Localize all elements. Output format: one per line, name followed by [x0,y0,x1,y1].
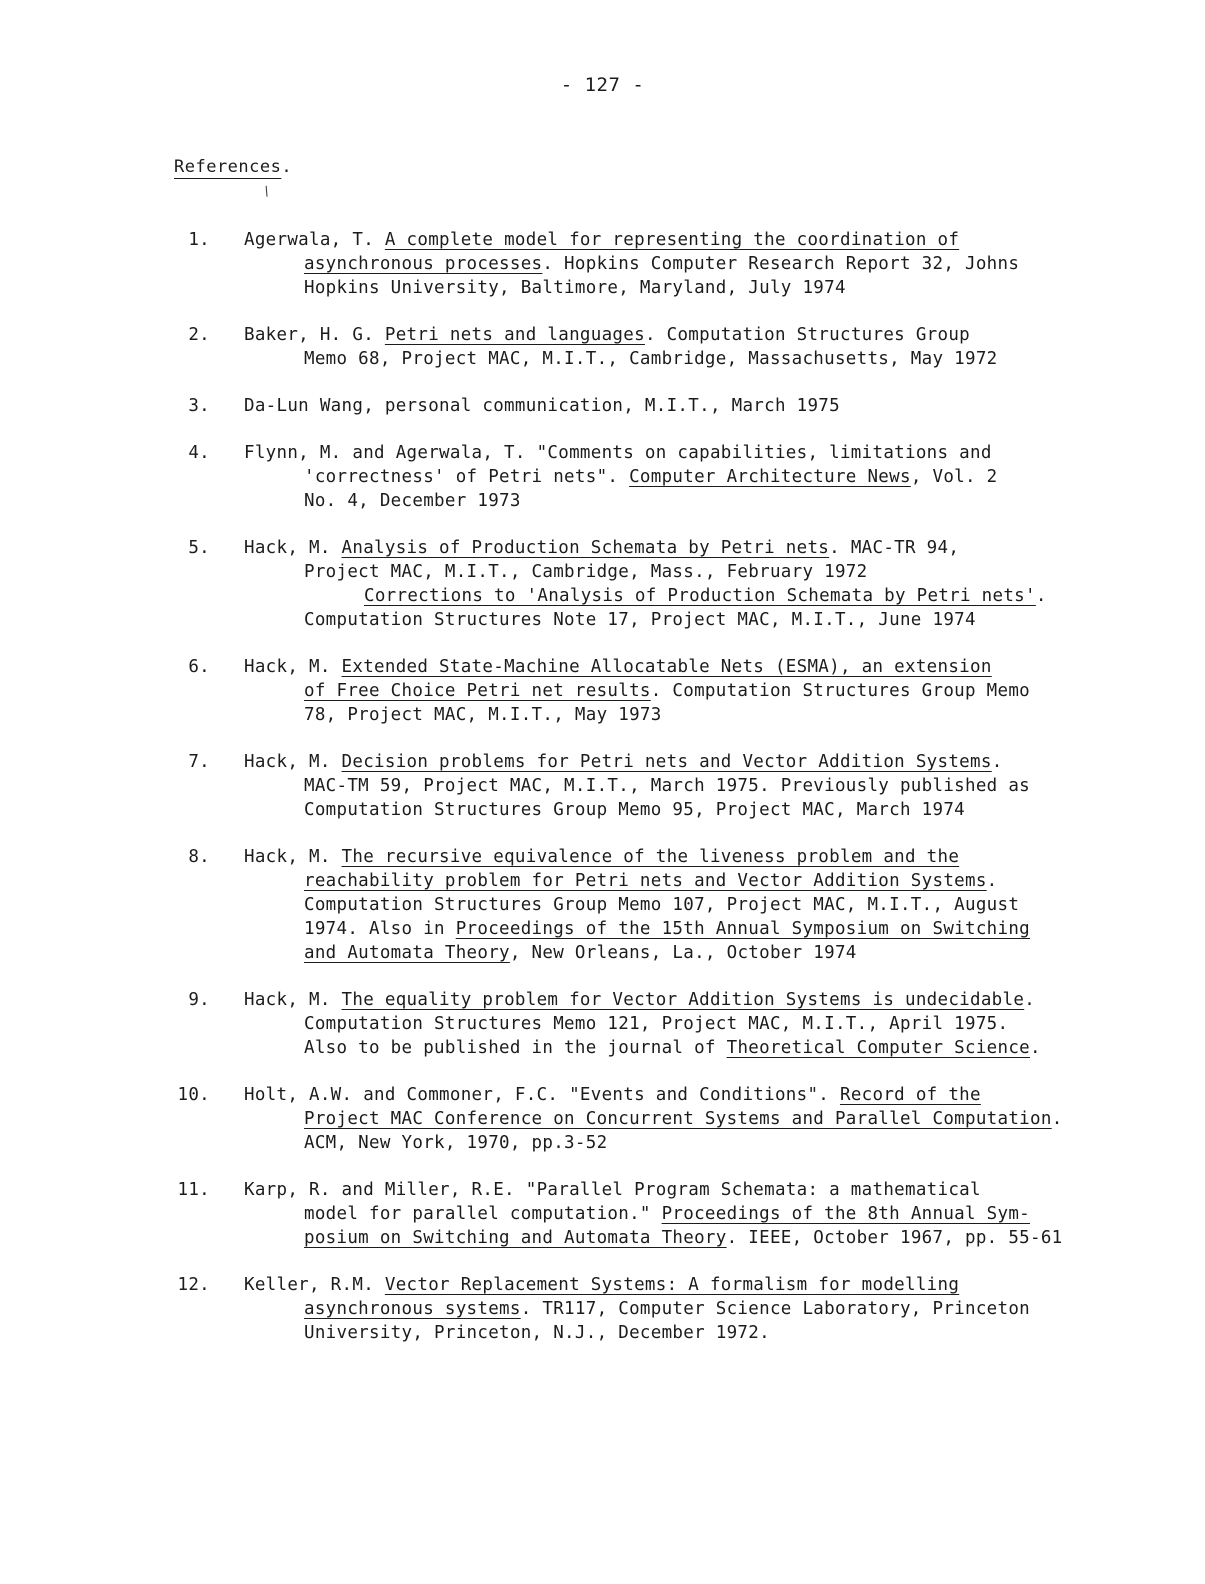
text-segment: Keller, R.M. [244,1275,385,1295]
reference-line [244,228,1205,252]
reference-number: 5. [188,538,210,558]
underlined-title-segment: Project MAC Conference on Concurrent Systems and Parallel Computation [304,1109,1052,1129]
text-segment: , New Orleans, La., October 1974 [509,943,857,963]
underlined-title-segment: Record of the [839,1085,981,1105]
reference-text [244,1273,1205,1345]
text-segment: , Vol. 2 [910,467,998,487]
underlined-title-segment: Computer Architecture News [629,467,911,487]
reference-number: 7. [188,752,210,772]
underlined-title-segment: Petri nets and languages [384,325,645,345]
reference-line [244,1178,1205,1202]
reference-line [244,893,1205,917]
reference-line [244,441,1205,465]
reference-item [0,845,1205,965]
underlined-title-segment: posium on Switching and Automata Theory [304,1228,727,1248]
reference-number: 8. [188,847,210,867]
reference-line [244,584,1205,608]
reference-text [244,750,1205,822]
underlined-title-segment: Proceedings of the 15th Annual Symposium on Switching [455,919,1031,939]
text-segment: Hack, M. [244,847,342,867]
text-segment: Hack, M. [244,990,342,1010]
reference-line [244,1202,1205,1226]
underlined-title-segment: Analysis of Production Schemata by Petri nets [341,538,830,558]
text-segment: University, Princeton, N.J., December 1972. [304,1323,770,1343]
text-segment: Memo 68, Project MAC, M.I.T., Cambridge, Massachusetts, May 1972 [304,349,998,369]
text-segment: No. 4, December 1973 [304,491,521,511]
text-segment: Hack, M. [244,657,342,677]
reference-item [0,1178,1205,1250]
reference-line [244,1226,1205,1250]
underlined-title-segment: and Automata Theory [304,943,510,963]
text-segment: . Computation Structures Group Memo [650,681,1031,701]
reference-line [244,1131,1205,1155]
text-segment: 1974. Also in [304,919,456,939]
text-segment: . TR117, Computer Science Laboratory, Princeton [520,1299,1031,1319]
reference-text [244,988,1205,1060]
underlined-title-segment: asynchronous processes [304,254,543,274]
underlined-title-segment: The recursive equivalence of the liveness problem and the [341,847,960,867]
underlined-title-segment: A complete model for representing the coordination of [384,230,960,250]
text-segment: Karp, R. and Miller, R.E. "Parallel Program Schemata: a mathematical [244,1180,981,1200]
text-segment: Agerwala, T. [244,230,385,250]
text-segment: Computation Structures Group Memo 107, Project MAC, M.I.T., August [304,895,1020,915]
pen-mark: / [259,183,274,199]
reference-line [244,465,1205,489]
reference-line [244,323,1205,347]
reference-item [0,441,1205,513]
reference-item [0,323,1205,371]
reference-item [0,536,1205,632]
reference-text [244,323,1205,371]
reference-line [244,1273,1205,1297]
reference-text [244,845,1205,965]
reference-line [244,1297,1205,1321]
reference-number: 1. [188,230,210,250]
underlined-title-segment: reachability problem for Petri nets and Vector Addition Systems [304,871,987,891]
reference-number: 2. [188,325,210,345]
reference-line [244,679,1205,703]
text-segment: . Computation Structures Group [644,325,971,345]
reference-line [244,869,1205,893]
text-segment: . MAC-TR 94, [829,538,960,558]
reference-line [244,1012,1205,1036]
reference-line [244,1321,1205,1345]
reference-item [0,1083,1205,1155]
reference-item [0,1273,1205,1345]
reference-line [244,750,1205,774]
underlined-title-segment: Theoretical Computer Science [726,1038,1031,1058]
text-segment: . [1030,1038,1041,1058]
reference-line [244,489,1205,513]
reference-text [244,228,1205,300]
references-heading-text: References [174,157,282,177]
reference-line [244,536,1205,560]
text-segment: Computation Structures Note 17, Project MAC, M.I.T., June 1974 [304,610,976,630]
reference-line [244,845,1205,869]
text-segment: Da-Lun Wang, personal communication, M.I.T., March 1975 [244,396,840,416]
reference-number: 9. [188,990,210,1010]
underlined-title-segment: Decision problems for Petri nets and Vector Addition Systems [341,752,992,772]
references-heading [174,157,292,177]
text-segment: Also to be published in the journal of [304,1038,727,1058]
reference-text [244,441,1205,513]
underlined-title-segment: asynchronous systems [304,1299,521,1319]
text-segment: Computation Structures Group Memo 95, Project MAC, March 1974 [304,800,965,820]
reference-number: 6. [188,657,210,677]
reference-item [0,228,1205,300]
reference-line [244,560,1205,584]
reference-item [0,655,1205,727]
underlined-title-segment: Vector Replacement Systems: A formalism for modelling [384,1275,960,1295]
underlined-title-segment: Proceedings of the 8th Annual Sym- [661,1204,1031,1224]
reference-line [244,798,1205,822]
text-segment: Flynn, M. and Agerwala, T. "Comments on capabilities, limitations and [244,443,992,463]
text-segment: Computation Structures Memo 121, Project MAC, M.I.T., April 1975. [304,1014,1009,1034]
reference-text [244,1178,1205,1250]
reference-line [244,252,1205,276]
reference-line [244,394,1205,418]
text-segment: . [1024,990,1036,1010]
text-segment: ACM, New York, 1970, pp.3-52 [304,1133,608,1153]
page-number: - 127 - [560,74,645,96]
reference-line [244,1083,1205,1107]
text-segment: . [1051,1109,1063,1129]
text-segment: . [991,752,1003,772]
reference-text [244,394,1205,418]
text-segment: model for parallel computation." [304,1204,662,1224]
reference-line [244,941,1205,965]
reference-line [244,703,1205,727]
text-segment: . [986,871,998,891]
reference-text [244,1083,1205,1155]
text-segment: . [1035,586,1047,606]
text-segment: 78, Project MAC, M.I.T., May 1973 [304,705,662,725]
reference-line [244,988,1205,1012]
reference-number: 3. [188,396,210,416]
text-segment: Project MAC, M.I.T., Cambridge, Mass., February 1972 [304,562,868,582]
reference-number: 12. [177,1275,210,1295]
underlined-title-segment: of Free Choice Petri net results [304,681,651,701]
reference-text [244,655,1205,727]
text-segment: Baker, H. G. [244,325,385,345]
reference-line [244,608,1205,632]
underlined-title-segment: Extended State-Machine Allocatable Nets (ESMA), an extension [341,657,992,677]
reference-list [0,228,1205,1368]
reference-line [244,1036,1205,1060]
text-segment: . Hopkins Computer Research Report 32, Johns [542,254,1020,274]
text-segment: Hack, M. [244,752,342,772]
reference-item [0,394,1205,418]
reference-line [244,774,1205,798]
reference-number: 11. [177,1180,210,1200]
reference-line [244,655,1205,679]
text-segment: 'correctness' of Petri nets". [304,467,630,487]
text-segment: . IEEE, October 1967, pp. 55-61 [726,1228,1063,1248]
text-segment: Holt, A.W. and Commoner, F.C. "Events and Conditions". [244,1085,840,1105]
reference-line [244,917,1205,941]
reference-line [244,1107,1205,1131]
reference-number: 4. [188,443,210,463]
reference-line [244,347,1205,371]
references-heading-period: . [281,157,293,177]
reference-item [0,988,1205,1060]
underlined-title-segment: Corrections to 'Analysis of Production Schemata by Petri nets' [364,586,1036,606]
reference-item [0,750,1205,822]
reference-line [244,276,1205,300]
underlined-title-segment: The equality problem for Vector Addition Systems is undecidable [341,990,1025,1010]
reference-number: 10. [177,1085,210,1105]
text-segment: MAC-TM 59, Project MAC, M.I.T., March 1975. Previously published as [304,776,1031,796]
text-segment: Hack, M. [244,538,342,558]
text-segment: Hopkins University, Baltimore, Maryland, July 1974 [304,278,846,298]
reference-text [244,536,1205,632]
